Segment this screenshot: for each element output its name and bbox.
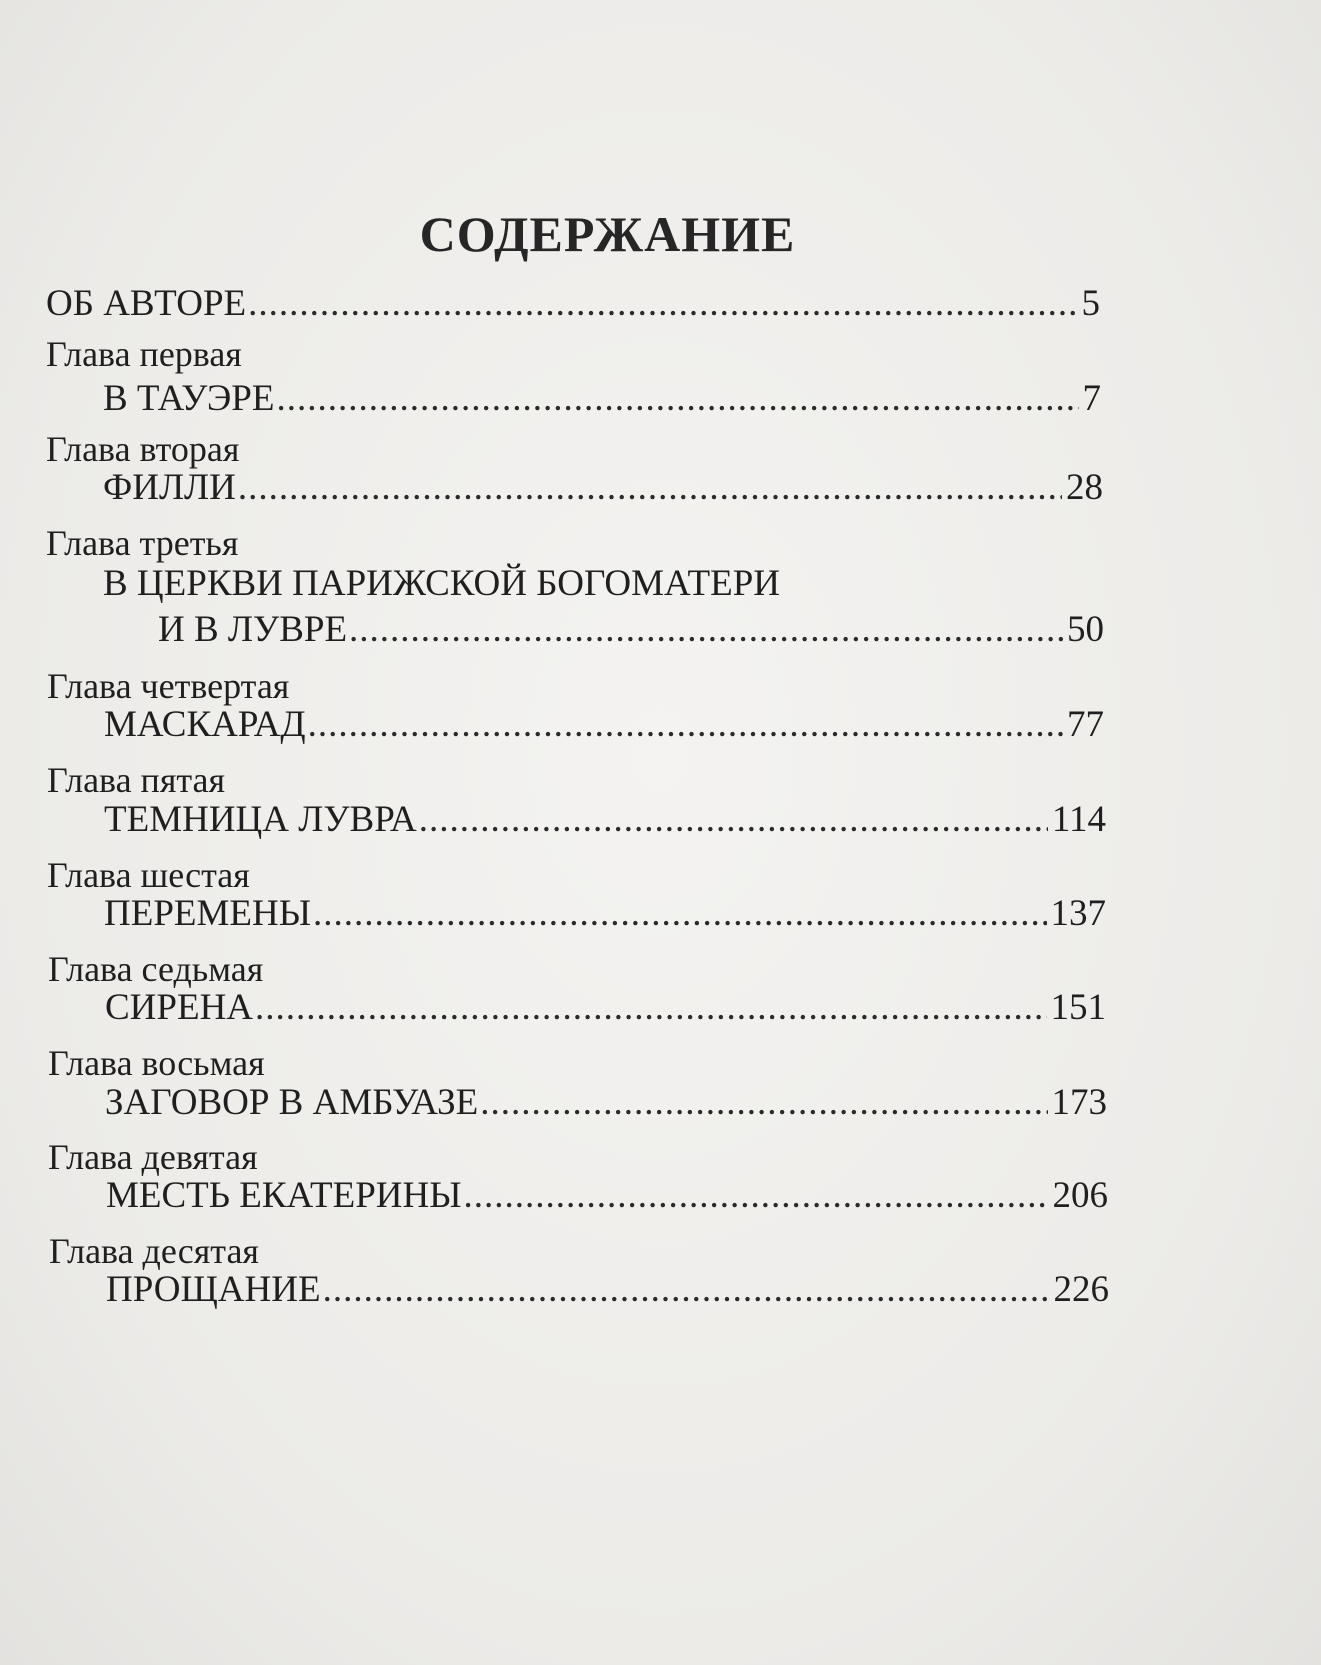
leader-dots: [313, 892, 1047, 936]
toc-page-number: 151: [1050, 987, 1106, 1028]
toc-entry[interactable]: [104, 892, 1106, 936]
leader-dots: [238, 466, 1062, 510]
chapter-heading: Глава первая: [46, 334, 242, 374]
leader-dots: [255, 986, 1046, 1030]
leader-dots: [248, 282, 1077, 326]
toc-page-number: 5: [1081, 283, 1100, 324]
toc-page-number: 28: [1066, 467, 1103, 508]
toc-page-number: 137: [1050, 893, 1106, 934]
toc-entry-label: ПРОЩАНИЕ: [106, 1269, 321, 1310]
toc-entry[interactable]: [106, 1174, 1108, 1218]
toc-entry-label: МАСКАРАД: [104, 704, 306, 745]
toc-entry[interactable]: [106, 1268, 1109, 1312]
leader-dots: [323, 1268, 1050, 1312]
leader-dots: [480, 1081, 1047, 1125]
toc-entry-label-line1: В ЦЕРКВИ ПАРИЖСКОЙ БОГОМАТЕРИ: [103, 563, 781, 604]
toc-entry-label: ФИЛЛИ: [103, 467, 236, 508]
toc-entry[interactable]: [158, 608, 1104, 652]
toc-page-number: 206: [1052, 1175, 1108, 1216]
toc-entry[interactable]: [104, 798, 1106, 842]
toc-entry[interactable]: [103, 377, 1101, 421]
toc-page-number: 114: [1051, 799, 1106, 840]
toc-entry[interactable]: [103, 466, 1103, 510]
toc-entry[interactable]: [105, 986, 1106, 1030]
toc-entry[interactable]: [105, 1081, 1107, 1125]
chapter-heading: Глава седьмая: [48, 949, 264, 989]
leader-dots: [419, 798, 1048, 842]
leader-dots: [308, 703, 1063, 747]
toc-entry-label: В ТАУЭРЕ: [103, 378, 275, 419]
toc-page-number: 50: [1067, 609, 1104, 650]
toc-entry-label: ОБ АВТОРЕ: [46, 283, 247, 324]
toc-page-number: 173: [1051, 1082, 1107, 1123]
page-title: СОДЕРЖАНИЕ: [419, 206, 796, 262]
toc-entry-about[interactable]: [46, 282, 1100, 326]
toc-page-number: 226: [1053, 1269, 1109, 1310]
chapter-heading: Глава десятая: [49, 1231, 259, 1271]
chapter-heading: Глава восьмая: [48, 1043, 265, 1083]
leader-dots: [464, 1174, 1049, 1218]
leader-dots: [349, 608, 1063, 652]
toc-entry-label: ТЕМНИЦА ЛУВРА: [104, 799, 417, 840]
chapter-heading: Глава пятая: [47, 760, 226, 800]
toc-entry-label: СИРЕНА: [105, 987, 254, 1028]
toc-entry-label: ЗАГОВОР В АМБУАЗЕ: [105, 1082, 479, 1123]
toc-entry-label: МЕСТЬ ЕКАТЕРИНЫ: [106, 1175, 462, 1216]
chapter-heading: Глава третья: [46, 523, 239, 563]
chapter-heading: Глава девятая: [48, 1137, 258, 1177]
toc-entry-label: И В ЛУВРЕ: [158, 609, 348, 650]
toc-entry[interactable]: [104, 703, 1104, 747]
toc-entry-label: ПЕРЕМЕНЫ: [104, 893, 311, 934]
chapter-heading: Глава шестая: [47, 855, 250, 895]
toc-page-number: 7: [1082, 378, 1101, 419]
leader-dots: [276, 377, 1078, 421]
chapter-heading: Глава вторая: [46, 429, 240, 469]
chapter-heading: Глава четвертая: [47, 666, 290, 706]
toc-page-number: 77: [1067, 704, 1104, 745]
